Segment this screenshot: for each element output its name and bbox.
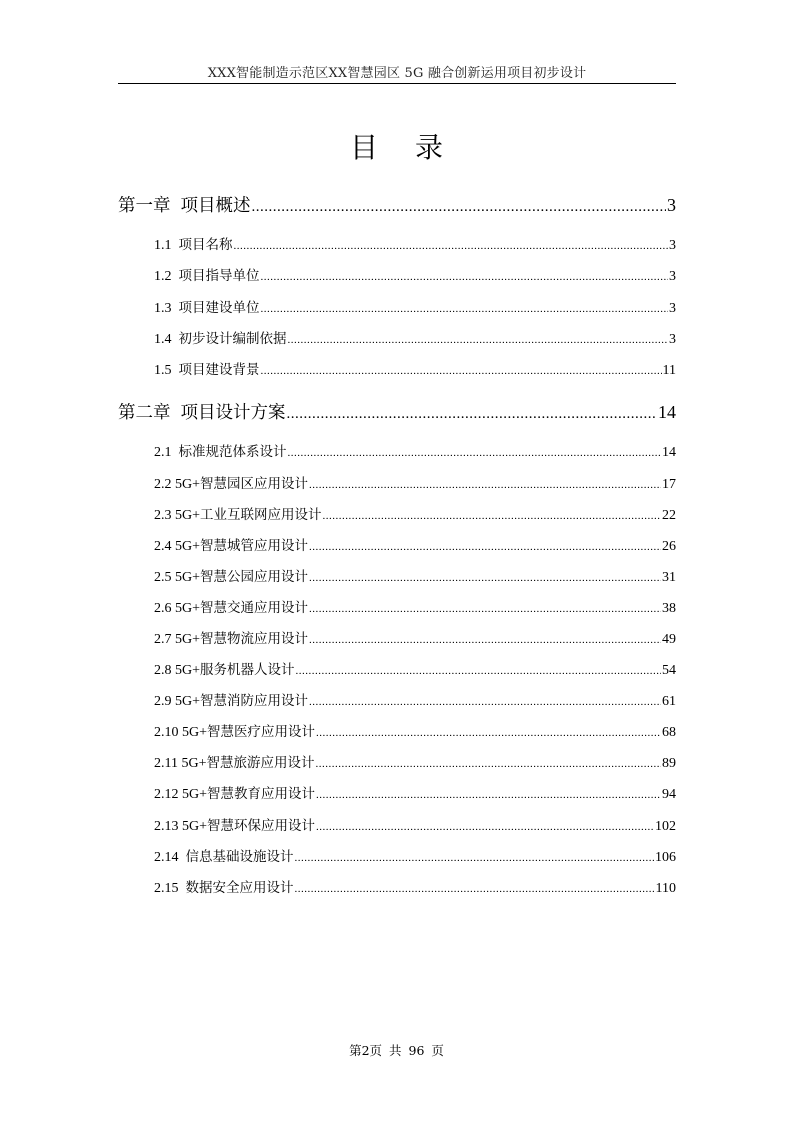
toc-entry-number: 1.1 — [154, 238, 172, 253]
toc-page-number: 54 — [662, 663, 676, 678]
toc-entry-number: 2.6 5G+ — [154, 601, 201, 616]
toc-entry-number: 1.5 — [154, 363, 172, 378]
toc-page-number: 14 — [658, 402, 676, 422]
toc-dot-leader — [295, 883, 655, 895]
toc-dot-leader — [296, 665, 661, 677]
toc-entry-title: 智慧交通应用设计 — [200, 600, 309, 616]
toc-entry-number: 2.15 — [154, 881, 179, 896]
toc-chapter-entry[interactable] — [118, 399, 676, 424]
toc-entry-number: 2.9 5G+ — [154, 694, 201, 709]
toc-section-entry[interactable] — [154, 565, 676, 586]
toc-page-number: 26 — [662, 539, 676, 554]
toc-dot-leader — [316, 789, 661, 801]
toc-entry-title: 服务机器人设计 — [200, 662, 295, 678]
toc-entry-title: 信息基础设施设计 — [185, 849, 294, 865]
toc-entry-number: 2.7 5G+ — [154, 632, 201, 647]
toc-page-number: 3 — [669, 332, 676, 347]
toc-section-entry[interactable] — [154, 264, 676, 285]
toc-entry-title: 项目指导单位 — [178, 268, 260, 284]
toc-dot-leader — [316, 821, 654, 833]
toc-entry-title: 智慧旅游应用设计 — [206, 755, 315, 771]
toc-title: 目 录 — [350, 131, 457, 164]
toc-dot-leader — [309, 541, 661, 553]
toc-entry-number: 第一章 — [118, 195, 171, 215]
toc-dot-leader — [309, 603, 661, 615]
toc-page-number: 38 — [662, 601, 676, 616]
toc-section-entry[interactable] — [154, 627, 676, 648]
toc-entry-number: 2.4 5G+ — [154, 539, 201, 554]
toc-section-entry[interactable] — [154, 689, 676, 710]
toc-entry-number: 2.14 — [154, 850, 179, 865]
toc-section-entry[interactable] — [154, 658, 676, 679]
toc-entry-number: 第二章 — [118, 402, 171, 422]
toc-dot-leader — [309, 479, 661, 491]
toc-entry-title: 项目建设单位 — [178, 300, 260, 316]
toc-dot-leader — [323, 510, 661, 522]
toc-page-number: 89 — [662, 756, 676, 771]
toc-section-entry[interactable] — [154, 358, 676, 379]
toc-entry-title: 项目建设背景 — [178, 362, 260, 378]
toc-entry-title: 智慧医疗应用设计 — [207, 724, 316, 740]
toc-section-entry[interactable] — [154, 876, 676, 897]
toc-dot-leader — [316, 727, 661, 739]
toc-page-number: 14 — [662, 445, 676, 460]
toc-page-number: 11 — [662, 363, 676, 378]
toc-entry-number: 2.13 5G+ — [154, 819, 208, 834]
toc-section-entry[interactable] — [154, 814, 676, 835]
toc-dot-leader — [261, 303, 669, 315]
toc-page-number: 3 — [669, 269, 676, 284]
toc-page-number: 31 — [662, 570, 676, 585]
toc-entry-title: 标准规范体系设计 — [178, 444, 287, 460]
toc-entry-number: 1.4 — [154, 332, 172, 347]
toc-entry-title: 智慧消防应用设计 — [200, 693, 309, 709]
toc-dot-leader — [288, 334, 669, 346]
toc-entry-number: 2.12 5G+ — [154, 787, 208, 802]
toc-page-number: 102 — [655, 819, 676, 834]
toc-section-entry[interactable] — [154, 534, 676, 555]
toc-dot-leader — [252, 199, 667, 216]
toc-dot-leader — [261, 365, 662, 377]
toc-dot-leader — [309, 634, 661, 646]
toc-page-number: 17 — [662, 477, 676, 492]
toc-entry-number: 2.3 5G+ — [154, 508, 201, 523]
toc-entry-title: 智慧教育应用设计 — [207, 786, 316, 802]
toc-page-number: 106 — [655, 850, 676, 865]
toc-section-entry[interactable] — [154, 720, 676, 741]
toc-page-number: 94 — [662, 787, 676, 802]
toc-page-number: 22 — [662, 508, 676, 523]
toc-entry-number: 1.2 — [154, 269, 172, 284]
page-header: XXX智能制造示范区XX智慧园区 5G 融合创新运用项目初步设计 — [207, 66, 587, 81]
toc-entry-number: 2.5 5G+ — [154, 570, 201, 585]
toc-entry-title: 智慧园区应用设计 — [200, 476, 309, 492]
toc-entry-title: 数据安全应用设计 — [185, 880, 294, 896]
toc-section-entry[interactable] — [154, 782, 676, 803]
toc-dot-leader — [309, 696, 661, 708]
toc-dot-leader — [295, 852, 655, 864]
toc-entry-title: 项目名称 — [178, 237, 233, 253]
toc-section-entry[interactable] — [154, 751, 676, 772]
toc-entry-number: 1.3 — [154, 301, 172, 316]
toc-entry-title: 项目设计方案 — [180, 403, 286, 423]
toc-page-number: 3 — [669, 301, 676, 316]
toc-entry-title: 初步设计编制依据 — [178, 331, 287, 347]
toc-page-number: 61 — [662, 694, 676, 709]
toc-page-number: 68 — [662, 725, 676, 740]
toc-entry-number: 2.1 — [154, 445, 172, 460]
toc-entry-number: 2.10 5G+ — [154, 725, 208, 740]
toc-entry-title: 智慧环保应用设计 — [207, 818, 316, 834]
toc-dot-leader — [234, 240, 669, 252]
toc-page-number: 49 — [662, 632, 676, 647]
toc-dot-leader — [261, 271, 669, 283]
toc-dot-leader — [309, 572, 661, 584]
toc-entry-number: 2.11 5G+ — [154, 756, 207, 771]
toc-entry-number: 2.2 5G+ — [154, 477, 201, 492]
toc-section-entry[interactable] — [154, 503, 676, 524]
toc-section-entry[interactable] — [154, 596, 676, 617]
toc-dot-leader — [287, 406, 658, 423]
toc-section-entry[interactable] — [154, 327, 676, 348]
toc-section-entry[interactable] — [154, 440, 676, 461]
toc-entry-title: 智慧物流应用设计 — [200, 631, 309, 647]
toc-section-entry[interactable] — [154, 296, 676, 317]
toc-page-number: 110 — [655, 881, 676, 896]
toc-entry-title: 项目概述 — [180, 196, 251, 216]
toc-section-entry[interactable] — [154, 845, 676, 866]
toc-entry-title: 工业互联网应用设计 — [200, 507, 322, 523]
toc-chapter-entry[interactable] — [118, 192, 676, 217]
page-footer: 第2页 共 96 页 — [349, 1043, 444, 1058]
header-rule — [118, 83, 676, 84]
toc-dot-leader — [288, 447, 662, 459]
toc-dot-leader — [316, 758, 662, 770]
toc-page-number: 3 — [667, 195, 676, 215]
toc-entry-title: 智慧城管应用设计 — [200, 538, 309, 554]
toc-page-number: 3 — [669, 238, 676, 253]
toc-section-entry[interactable] — [154, 233, 676, 254]
toc-entry-title: 智慧公园应用设计 — [200, 569, 309, 585]
toc-entry-number: 2.8 5G+ — [154, 663, 201, 678]
toc-section-entry[interactable] — [154, 472, 676, 493]
